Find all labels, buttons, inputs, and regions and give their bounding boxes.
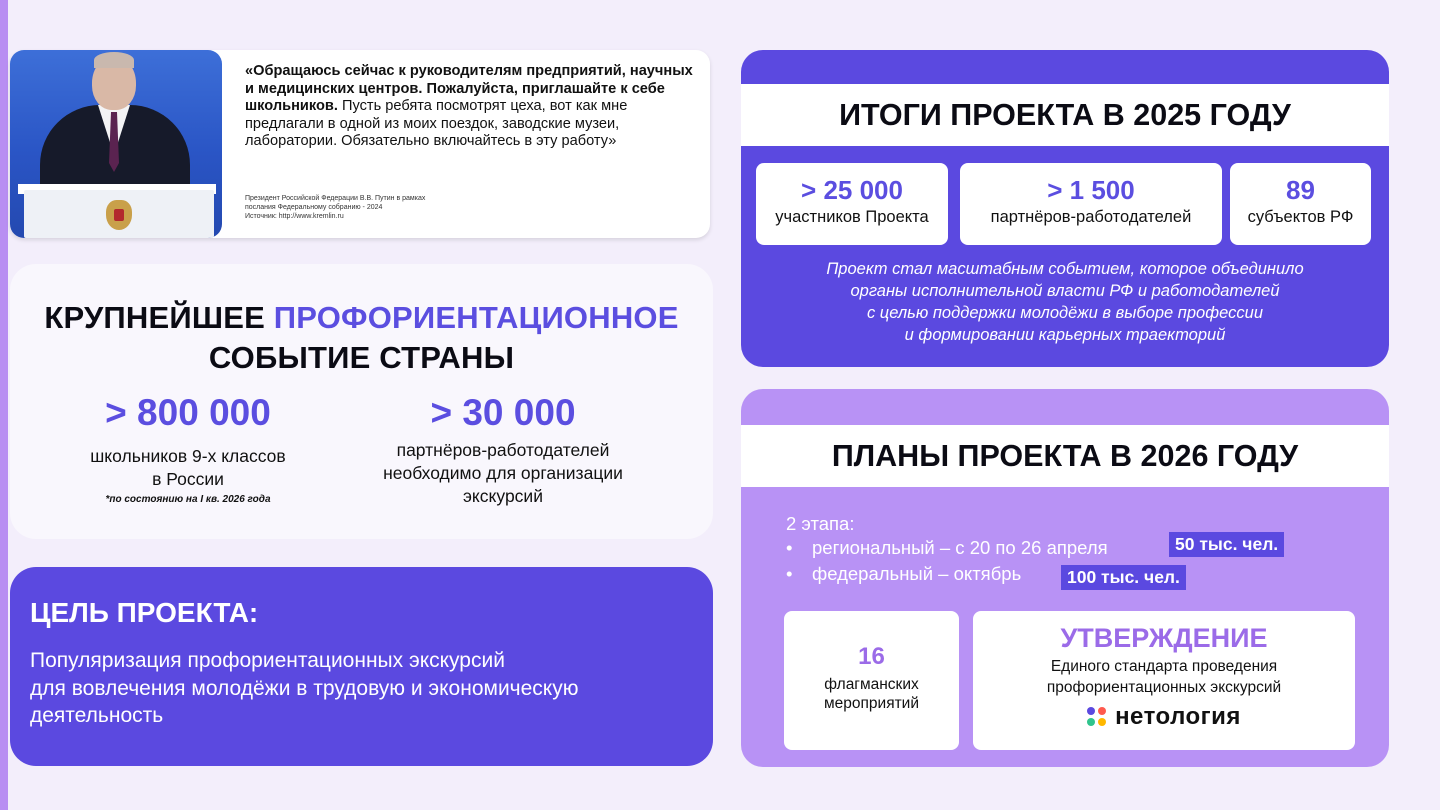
bullet: • [786,537,793,558]
result-value: > 25 000 [801,175,903,205]
event-title-part: КРУПНЕЙШЕЕ [44,300,274,335]
netology-logo-text: нетология [1115,703,1241,730]
stage-federal-tag: 100 тыс. чел. [1061,565,1186,590]
results-desc-line: и формировании карьерных траекторий [904,326,1226,344]
flagship-events-box [784,611,959,750]
results-title: ИТОГИ ПРОЕКТА В 2025 ГОДУ [839,98,1291,132]
stage-text: региональный – с 20 по 26 апреля [812,537,1108,558]
stat-label-line: в России [152,469,224,489]
stat-schoolchildren-value: > 800 000 [105,392,271,433]
result-value: 89 [1286,175,1315,205]
result-label: субъектов РФ [1247,208,1354,226]
result-regions [1230,163,1371,245]
quote-source-link: Источник: http://www.kremlin.ru [245,213,344,220]
approval-label-line: Единого стандарта проведения [1050,658,1278,675]
stat-label-line: школьников 9-х классов [90,446,286,466]
quote-bold: «Обращаюсь сейчас к руководителям предприятий, научных и медицинских центров. Пожалуйста, приглашайте к себе школьников. [245,63,693,114]
quote-source-line: Президент Российской Федерации В.В. Путин в рамках [245,195,426,202]
plans-header [741,425,1389,487]
goal-line: для вовлечения молодёжи в трудовую и экономическую [30,676,579,700]
goal-text [30,647,700,730]
left-accent-bar [0,0,8,810]
flagship-label-line: флагманских [824,676,919,693]
plans-title: ПЛАНЫ ПРОЕКТА В 2026 ГОДУ [831,439,1299,473]
flagship-value: 16 [858,643,885,670]
event-title-accent: ПРОФОРИЕНТАЦИОННОЕ [273,300,679,335]
stage-federal [786,563,1021,585]
results-desc-line: с целью поддержки молодёжи в выборе профессии [866,304,1264,322]
results-description [741,258,1389,346]
bullet: • [786,563,793,584]
approval-title: УТВЕРЖДЕНИЕ [1060,623,1268,653]
results-header [741,84,1389,146]
result-participants [756,163,948,245]
project-goal-card [10,567,713,766]
quote-regular: Пусть ребята посмотрят цеха, вот как мне предлагали в одной из моих поездок, заводские музеи, лаборатории. Обязательно включайтесь в эту работу» [245,98,628,149]
quote-text [245,63,705,151]
largest-event-card [10,264,713,539]
netology-logo [973,703,1355,732]
stat-partners-value: > 30 000 [430,392,576,433]
results-2025-card [741,50,1389,367]
stat-label-line: необходимо для организации [383,463,623,483]
stat-note: *по состоянию на I кв. 2026 года [105,494,271,505]
event-title-part: СОБЫТИЕ СТРАНЫ [208,340,515,375]
results-desc-line: Проект стал масштабным событием, которое объединило [826,260,1304,278]
flagship-label [784,675,959,713]
stage-text: федеральный – октябрь [812,563,1022,584]
result-label: партнёров-работодателей [990,208,1192,226]
quote-source-line: послания Федеральному собранию - 2024 [245,204,383,211]
result-label: участников Проекта [775,208,929,226]
results-desc-line: органы исполнительной власти РФ и работодателей [850,282,1280,300]
approval-label [973,657,1355,698]
event-title [10,298,713,378]
stat-label-line: партнёров-работодателей [396,440,610,460]
quote-card [10,50,710,238]
stat-label-line: экскурсий [463,486,543,506]
approval-label-line: профориентационных экскурсий [1046,678,1282,696]
goal-line: деятельность [30,704,164,727]
stage-regional [786,537,1108,559]
result-value: > 1 500 [1047,175,1135,205]
stages-label: 2 этапа: [786,513,855,534]
goal-line: Популяризация профориентационных экскурсий [30,649,505,672]
stat-schoolchildren-label [48,445,328,491]
emblem-icon [106,200,132,230]
president-photo [10,50,222,238]
plans-2026-card [741,389,1389,767]
quote-source [245,194,505,221]
netology-logo-icon [1087,707,1107,727]
flagship-label-line: мероприятий [824,695,919,712]
approval-box [973,611,1355,750]
goal-title: ЦЕЛЬ ПРОЕКТА: [30,597,259,628]
result-partners [960,163,1222,245]
stat-partners-label [343,439,663,508]
stage-regional-tag: 50 тыс. чел. [1169,532,1284,557]
